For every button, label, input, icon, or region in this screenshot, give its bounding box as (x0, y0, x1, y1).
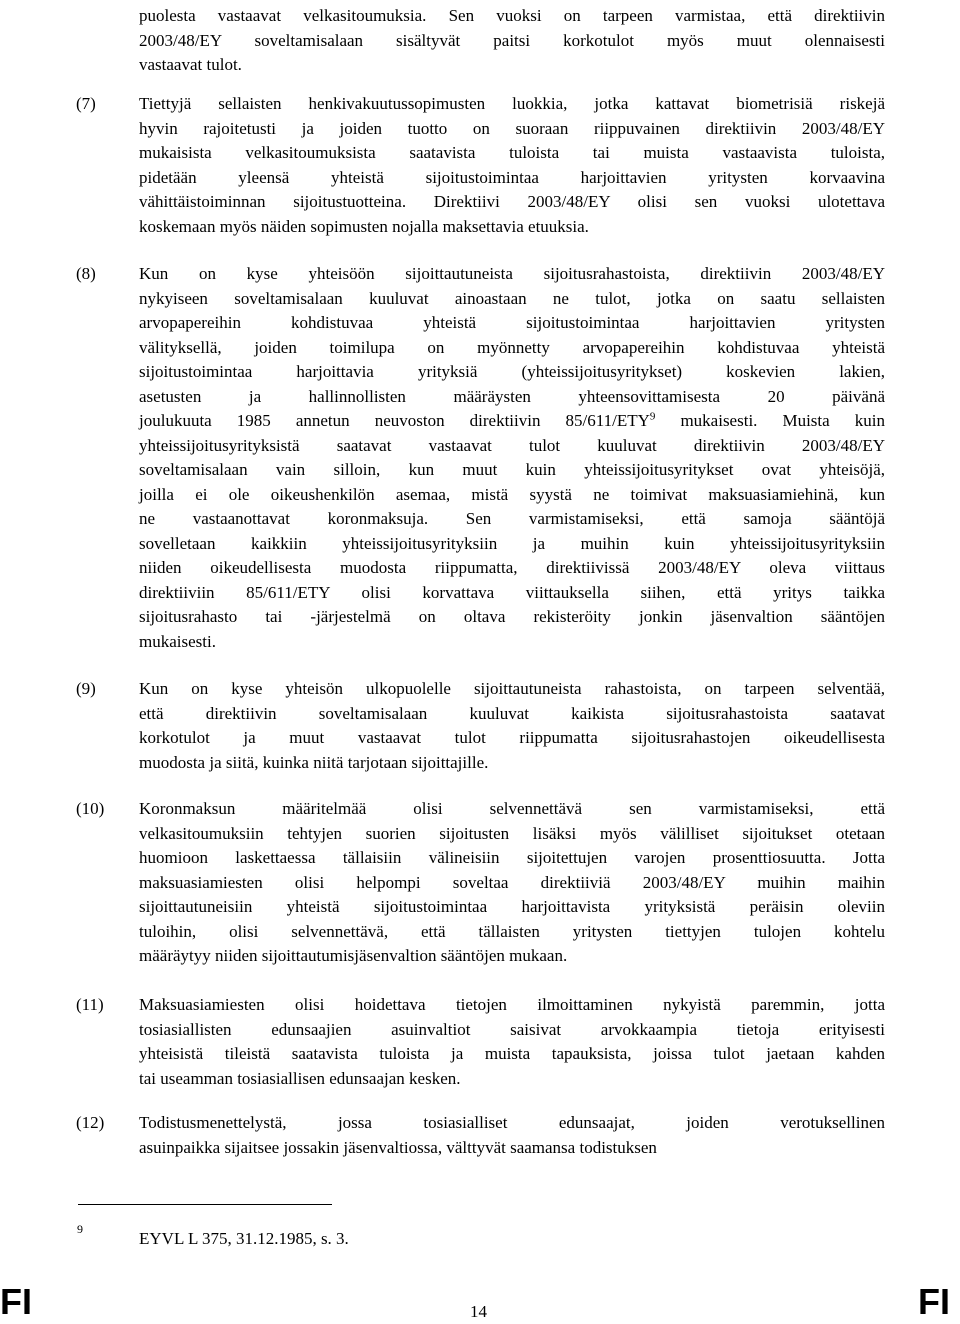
footer-language-left: FI (0, 1281, 32, 1322)
paragraph-line: koskemaan myös näiden sopimusten nojalla maksettavia etuuksia. (139, 217, 589, 236)
paragraph-line: sovelletaan kaikkiin yhteissijoitusyrityksiin ja muihin kuin yhteissijoitusyrityksiin (139, 534, 885, 553)
paragraph-line: Kun on kyse yhteisöön sijoittautuneista sijoitusrahastoista, direktiivin 2003/48/EY (139, 264, 885, 283)
paragraph-line (139, 409, 885, 433)
paragraph-line: joilla ei ole oikeushenkilön asemaa, mistä syystä ne toimivat maksuasiamiehinä, kun (139, 485, 885, 504)
paragraph-line: Tiettyjä sellaisten henkivakuutussopimusten luokkia, jotka kattavat biometrisiä riskejä (139, 94, 885, 113)
paragraph-number: (7) (76, 94, 96, 113)
paragraph-line: arvopapereihin kohdistuvaa yhteistä sijoitustoimintaa harjoittavien yritysten (139, 313, 885, 332)
paragraph-line: Maksuasiamiesten olisi hoidettava tietojen ilmoittaminen nykyistä paremmin, jotta (139, 995, 885, 1014)
paragraph-line: sijoitustoimintaa harjoittavia yrityksiä (yhteissijoitusyritykset) koskevien lakien, (139, 362, 885, 381)
paragraph-line: mukaisista velkasitoumuksista saatavista tuloista tai muista vastaavista tuloista, (139, 143, 885, 162)
paragraph-line: huomioon laskettaessa tällaisiin välineisiin sijoitettujen varojen prosenttiosuutta. Jotta (139, 848, 885, 867)
paragraph-line: soveltamisalaan vain silloin, kun muut kuin yhteissijoitusyritykset ovat yhteisöjä, (139, 460, 885, 479)
paragraph-line: nykyiseen soveltamisalaan kuuluvat ainoastaan ne tulot, jotka on saatu sellaisten (139, 289, 885, 308)
paragraph-line: vastaavat tulot. (139, 55, 242, 74)
paragraph-line: tosiasiallisten edunsaajien asuinvaltiot saisivat arvokkaampia tietoja erityisesti (139, 1020, 885, 1039)
paragraph-line: että direktiivin soveltamisalaan kuuluvat kaikista sijoitusrahastoista saatavat (139, 704, 885, 723)
paragraph-line: mukaisesti. (139, 632, 216, 651)
paragraph-line: muodosta ja siitä, kuinka niitä tarjotaan sijoittajille. (139, 753, 489, 772)
page-number: 14 (470, 1302, 487, 1321)
paragraph-line: hyvin rajoitetusti ja joiden tuotto on suoraan riippuvainen direktiivin 2003/48/EY (139, 119, 885, 138)
paragraph-line: tuloihin, olisi selvennettävä, että tällaisten yritysten tiettyjen tulojen kohtelu (139, 922, 885, 941)
paragraph-line: yhteissijoitusyrityksistä saatavat vastaavat tulot kuuluvat direktiivin 2003/48/EY (139, 436, 885, 455)
paragraph-line: ne vastaanottavat koronmaksuja. Sen varmistamiseksi, että samoja sääntöjä (139, 509, 885, 528)
paragraph-line: niiden oikeudellisesta muodosta riippumatta, direktiivissä 2003/48/EY oleva viittaus (139, 558, 885, 577)
paragraph-line: direktiiviin 85/611/ETY olisi korvattava viittauksella siihen, että yritys taikka (139, 583, 885, 602)
paragraph-line: asetusten ja hallinnollisten määräysten yhteensovittamisesta 20 päivänä (139, 387, 885, 406)
paragraph-number: (8) (76, 264, 96, 283)
paragraph-line: Koronmaksun määritelmää olisi selvennettävä sen varmistamiseksi, että (139, 799, 885, 818)
paragraph-line: puolesta vastaavat velkasitoumuksia. Sen vuoksi on tarpeen varmistaa, että direktiivin (139, 6, 885, 25)
paragraph-line: korkotulot ja muut vastaavat tulot riippumatta sijoitusrahastojen oikeudellisesta (139, 728, 885, 747)
footer-language-right: FI (918, 1281, 950, 1322)
paragraph-line: Todistusmenettelystä, jossa tosiasialliset edunsaajat, joiden verotuksellinen (139, 1113, 885, 1132)
paragraph-line: sijoitusrahasto tai -järjestelmä on oltava rekisteröity jonkin jäsenvaltion sääntöjen (139, 607, 885, 626)
paragraph-number: (10) (76, 799, 105, 818)
line-text-continued: mukaisesti. Muista kuin (655, 411, 885, 430)
paragraph-line: välityksellä, joiden toimilupa on myönnetty arvopapereihin kohdistuvaa yhteistä (139, 338, 885, 357)
paragraph-line: maksuasiamiesten olisi helpompi soveltaa direktiiviä 2003/48/EY muihin maihin (139, 873, 885, 892)
paragraph-number: (11) (76, 995, 104, 1014)
paragraph-line: yhteisistä tileistä saatavista tuloista ja muista tapauksista, joissa tulot jaetaan kahden (139, 1044, 885, 1063)
paragraph-line: tai useamman tosiasiallisen edunsaajan kesken. (139, 1069, 461, 1088)
paragraph-number: (12) (76, 1113, 105, 1132)
footnote-text: EYVL L 375, 31.12.1985, s. 3. (139, 1229, 349, 1248)
paragraph-line: velkasitoumuksiin tehtyjen suorien sijoitusten lisäksi myös välilliset sijoitukset otetaan (139, 824, 885, 843)
paragraph-line: pidetään yleensä yhteistä sijoitustoimintaa harjoittavien yritysten korvaavina (139, 168, 885, 187)
paragraph-line: vähittäistoiminnan sijoitustuotteina. Direktiivi 2003/48/EY olisi sen vuoksi ulotettava (139, 192, 885, 211)
paragraph-line: asuinpaikka sijaitsee jossakin jäsenvaltiossa, välttyvät saamansa todistuksen (139, 1138, 657, 1157)
footnote-separator (78, 1204, 332, 1205)
footnote-reference: 9 (649, 410, 656, 423)
paragraph-number: (9) (76, 679, 96, 698)
footnote-mark: 9 (77, 1222, 83, 1236)
paragraph-line: määräytyy niiden sijoittautumisjäsenvaltion sääntöjen mukaan. (139, 946, 568, 965)
paragraph-line: 2003/48/EY soveltamisalaan sisältyvät paitsi korkotulot myös muut olennaisesti (139, 31, 885, 50)
paragraph-line: Kun on kyse yhteisön ulkopuolelle sijoittautuneista rahastoista, on tarpeen selventää, (139, 679, 885, 698)
line-text: joulukuuta 1985 annetun neuvoston direktiivin 85/611/ETY (139, 411, 650, 430)
paragraph-line: sijoittautuneisiin yhteistä sijoitustoimintaa harjoittavista yrityksistä peräisin oleviin (139, 897, 885, 916)
